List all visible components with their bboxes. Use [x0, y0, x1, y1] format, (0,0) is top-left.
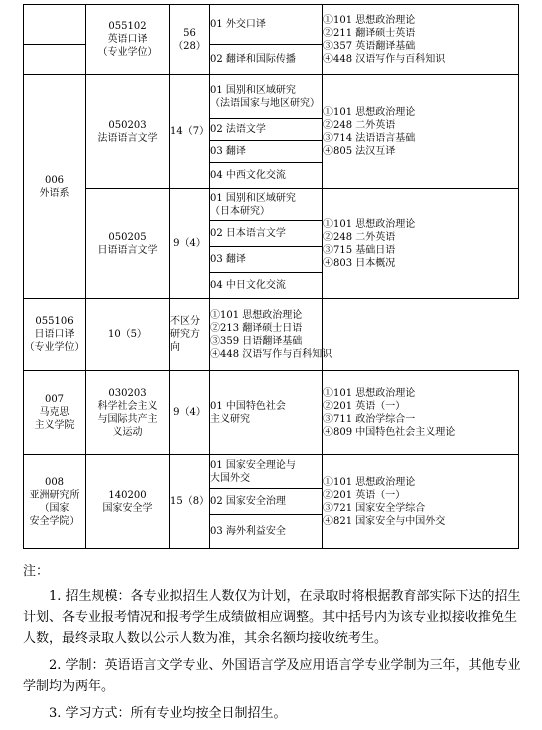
- exam-subject: ②248 二外英语: [323, 119, 396, 131]
- direction-cell: [210, 371, 323, 455]
- department-cell: [24, 75, 86, 299]
- exam-cell: [323, 455, 519, 549]
- major-cell: [86, 5, 170, 75]
- direction-cell: [170, 299, 210, 371]
- cell-line: （法语国家与地区研究）: [210, 97, 320, 109]
- notes-section: [23, 562, 523, 730]
- cell-line: 02 日本语言文学: [210, 228, 286, 239]
- exam-subject: ①101 思想政治理论: [323, 106, 416, 118]
- exam-subject: ④448 汉语写作与百科知识: [323, 53, 446, 65]
- cell-line: 01 国家安全理论与: [210, 459, 296, 471]
- cell-line: （国家: [39, 502, 70, 514]
- cell-line: 01 国别和区域研究: [210, 84, 296, 96]
- cell-line: 不区分研究方向: [170, 316, 200, 353]
- enroll-cell: 9（4）: [170, 189, 210, 299]
- enroll-cell: 14（7）: [170, 75, 210, 189]
- cell-line: 055106: [35, 316, 74, 327]
- exam-subject: ③711 政治学综合一: [323, 413, 416, 425]
- cell-line: 日语语言文学: [97, 244, 158, 256]
- cell-line: 义运动: [112, 426, 143, 438]
- cell-line: 01 外交口译: [210, 19, 266, 30]
- exam-cell: [210, 299, 333, 371]
- cell-line: 亚洲研究所: [29, 489, 80, 501]
- exam-subject: ②201 英语（一）: [323, 400, 406, 412]
- exam-subject: ①101 思想政治理论: [323, 14, 416, 26]
- exam-subject: ②213 翻译硕士日语: [210, 322, 303, 334]
- cell-line: 055102: [108, 21, 147, 32]
- cell-line: 马克思: [39, 407, 70, 418]
- admissions-table: [23, 4, 519, 549]
- cell-line: 02 国家安全治理: [210, 496, 286, 507]
- direction-cell: [210, 5, 323, 45]
- cell-line: 03 翻译: [210, 254, 246, 265]
- cell-line: 外语系: [39, 187, 70, 199]
- exam-subject: ④448 汉语写作与百科知识: [210, 348, 333, 360]
- cell-line: 主义学院: [34, 420, 75, 431]
- department-cell: [24, 45, 86, 75]
- cell-line: 国家安全学: [102, 502, 153, 514]
- cell-line: 安全学院）: [29, 515, 80, 527]
- exam-subject: ①101 思想政治理论: [323, 476, 416, 488]
- cell-line: 03 翻译: [210, 146, 246, 157]
- direction-cell: [210, 221, 323, 247]
- note-item: 2. 学制：英语语言文学专业、外国语言学及应用语言学专业学制为三年，其他专业学制均为两年。: [23, 658, 521, 694]
- cell-line: 008: [44, 476, 65, 488]
- department-cell: [24, 5, 86, 45]
- cell-line: 英语口译: [107, 34, 148, 45]
- cell-line: 01 国别和区域研究: [210, 192, 296, 204]
- exam-subject: ④805 法汉互译: [323, 145, 396, 157]
- exam-subject: ②248 二外英语: [323, 231, 396, 243]
- exam-cell: [323, 5, 519, 75]
- cell-line: 与国际共产主: [97, 413, 158, 425]
- direction-cell: [210, 489, 323, 515]
- cell-line: 050203: [108, 119, 147, 131]
- major-cell: [86, 189, 170, 299]
- cell-line: （专业学位）: [97, 47, 158, 58]
- cell-line: 007: [44, 394, 65, 405]
- department-cell: [24, 455, 86, 549]
- exam-subject: ③721 国家安全学综合: [323, 502, 426, 514]
- cell-line: 日语口译: [34, 329, 75, 340]
- exam-subject: ③357 英语翻译基础: [323, 40, 416, 52]
- major-cell: [86, 455, 170, 549]
- department-cell: [24, 371, 86, 455]
- exam-subject: ①101 思想政治理论: [210, 309, 303, 321]
- direction-cell: [210, 141, 323, 163]
- enroll-cell: 10（5）: [86, 299, 170, 371]
- exam-cell: [323, 371, 519, 455]
- cell-line: 法语语言文学: [97, 132, 158, 144]
- exam-subject: ③715 基础日语: [323, 244, 396, 256]
- cell-line: 03 海外利益安全: [210, 526, 286, 537]
- cell-line: 科学社会主义: [97, 400, 158, 412]
- exam-subject: ①101 思想政治理论: [323, 387, 416, 399]
- enroll-cell: 15（8）: [170, 455, 210, 549]
- exam-subject: ④803 日本概况: [323, 257, 396, 269]
- direction-cell: [210, 189, 323, 221]
- cell-line: 04 中日文化交流: [210, 280, 286, 291]
- note-item: 3. 学习方式：所有专业均按全日制招生。: [49, 706, 287, 721]
- cell-line: 01 中国特色社会: [210, 400, 286, 412]
- cell-line: 主义研究: [210, 413, 250, 425]
- cell-line: 02 翻译和国际传播: [210, 54, 296, 65]
- exam-subject: ④809 中国特色社会主义理论: [323, 426, 456, 438]
- cell-line: 006: [44, 174, 65, 186]
- enroll-cell: 56（28）: [170, 5, 210, 75]
- exam-subject: ③714 法语语言基础: [323, 132, 416, 144]
- direction-cell: [210, 163, 323, 189]
- direction-cell: [210, 45, 323, 75]
- note-item: 1. 招生规模：各专业拟招生人数仅为计划，在录取时将根据教育部实际下达的招生计划、各专业报考情况和报考学生成绩做相应调整。其中括号内为该专业拟接收推免生人数，最终录取人数以公示人数为准，其余名额均接收统考生。: [23, 589, 521, 646]
- cell-line: 04 中西文化交流: [210, 170, 286, 181]
- notes-title: 注：: [23, 564, 50, 579]
- exam-subject: ①101 思想政治理论: [323, 218, 416, 230]
- exam-subject: ④821 国家安全与中国外交: [323, 515, 446, 527]
- exam-subject: ②211 翻译硕士英语: [323, 27, 416, 39]
- exam-subject: ③359 日语翻译基础: [210, 335, 303, 347]
- exam-cell: [323, 189, 519, 299]
- direction-cell: [210, 515, 323, 549]
- major-cell: [86, 75, 170, 189]
- direction-cell: [210, 273, 323, 299]
- direction-cell: [210, 75, 323, 119]
- direction-cell: [210, 119, 323, 141]
- direction-cell: [210, 247, 323, 273]
- cell-line: 050205: [108, 231, 147, 243]
- major-cell: [86, 371, 170, 455]
- major-cell: [24, 299, 86, 371]
- cell-line: （专业学位）: [24, 342, 85, 353]
- cell-line: 140200: [108, 489, 147, 501]
- enroll-cell: 9（4）: [170, 371, 210, 455]
- cell-line: 030203: [108, 387, 147, 399]
- cell-line: 02 法语文学: [210, 124, 266, 135]
- exam-subject: ②201 英语（一）: [323, 489, 406, 501]
- exam-cell: [323, 75, 519, 189]
- cell-line: （日本研究）: [210, 205, 270, 217]
- direction-cell: [210, 455, 323, 489]
- cell-line: 大国外交: [210, 472, 250, 484]
